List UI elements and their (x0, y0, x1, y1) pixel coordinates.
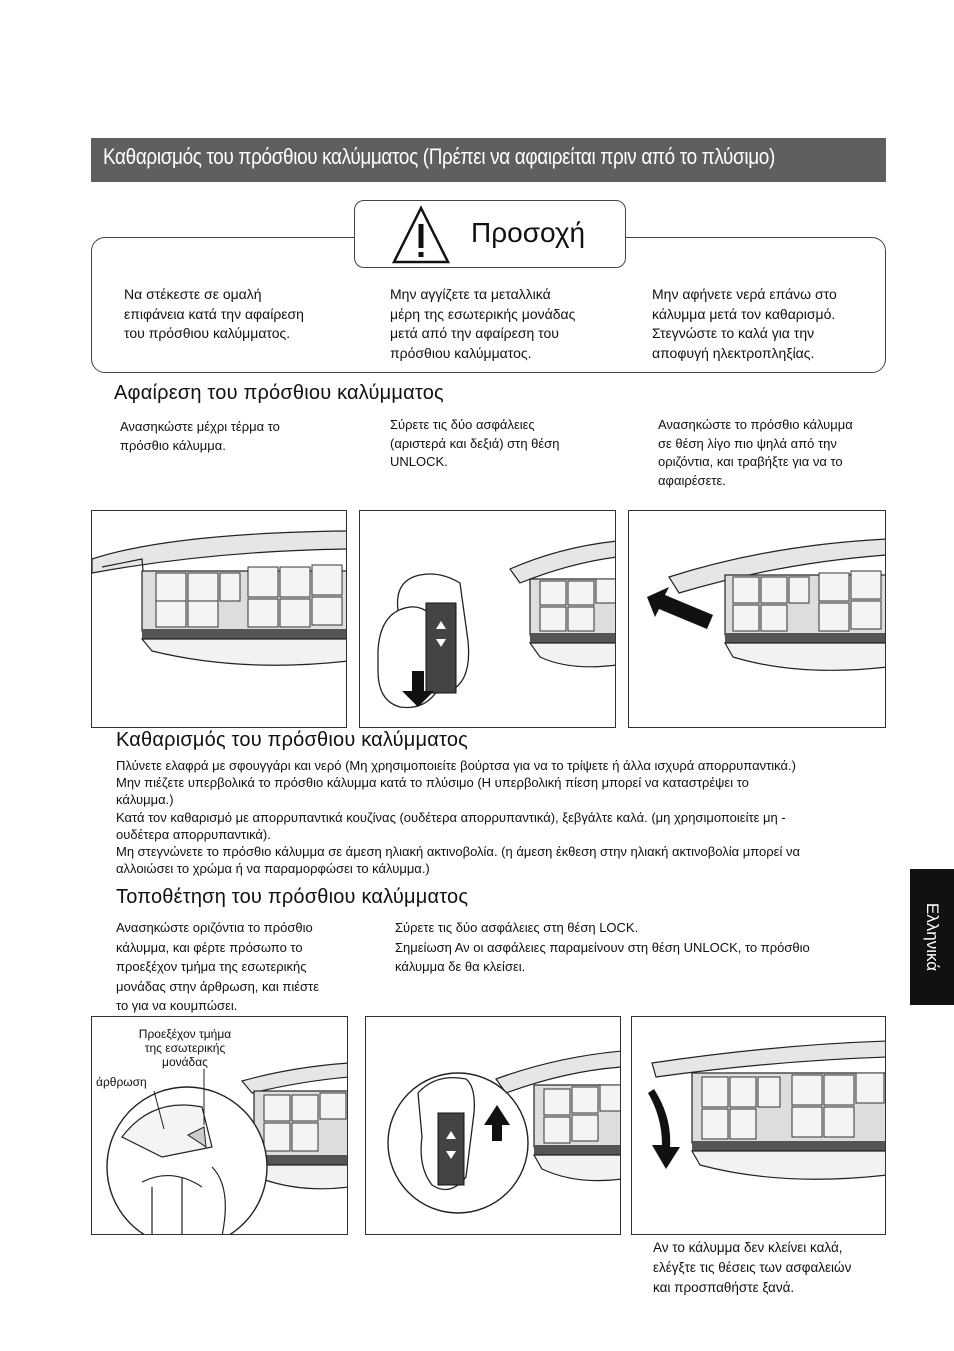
removal-step-1: Ανασηκώστε μέχρι τέρμα το πρόσθιο κάλυμμα. (120, 419, 280, 453)
install-heading: Τοποθέτηση του πρόσθιου καλύμματος (116, 886, 469, 908)
caution-item-1: Να στέκεστε σε ομαλή επιφάνεια κατά την αφαίρεση του πρόσθιου καλύμματος. (124, 286, 304, 341)
removal-step-2: Σύρετε τις δύο ασφάλειες (αριστερά και δεξιά) στη θέση UNLOCK. (390, 417, 560, 469)
caution-label: Προσοχή (471, 217, 586, 248)
page-title: Καθαρισμός του πρόσθιου καλύμματος (Πρέπει να αφαιρείται πριν από το πλύσιμο) (91, 138, 886, 182)
annotation-hinge: άρθρωση (96, 1075, 147, 1089)
language-tab (910, 869, 954, 1005)
cleaning-heading: Καθαρισμός του πρόσθιου καλύμματος (116, 729, 468, 751)
cleaning-line-3: Κατά τον καθαρισμό με απορρυπαντικά κουζίνας (ουδέτερα απορρυπαντικά), ξεβγάλτε καλά. (μη χρησιμοποιείτε μη - ουδέτερα απορρυπαντικά). (116, 809, 786, 842)
caution-item-3: Μην αφήνετε νερά επάνω στο κάλυμμα μετά τον καθαρισμό. Στεγνώστε το καλά για την αποφυγή ηλεκτροπληξίας. (652, 286, 837, 361)
install-step-1: Ανασηκώστε οριζόντια το πρόσθιο κάλυμμα, και φέρτε πρόσωπο το προεξέχον τμήμα της εσωτερικής μονάδας στην άρθρωση, και πιέστε το για να κουμπώσει. (116, 920, 319, 1013)
illustration-install-2 (365, 1016, 621, 1235)
illustration-install-1 (91, 1016, 348, 1235)
install-note: Αν το κάλυμμα δεν κλείνει καλά, ελέγξτε τις θέσεις των ασφαλειών και προσπαθήστε ξανά. (653, 1240, 852, 1295)
illustration-removal-3 (628, 510, 886, 728)
removal-heading: Αφαίρεση του πρόσθιου καλύμματος (114, 382, 444, 404)
warning-triangle-icon (391, 205, 451, 265)
install-step-2: Σύρετε τις δύο ασφάλειες στη θέση LOCK. Σημείωση Αν οι ασφάλειες παραμείνουν στη θέση UNLOCK, το πρόσθιο κάλυμμα δε θα κλείσει. (395, 920, 810, 974)
caution-header (354, 200, 626, 268)
cleaning-line-1: Πλύνετε ελαφρά με σφουγγάρι και νερό (Μη χρησιμοποιείτε βούρτσα για να το τρίψετε ή άλλα ισχυρά απορρυπαντικά.) (116, 758, 796, 773)
illustration-install-3 (631, 1016, 886, 1235)
caution-item-2: Μην αγγίζετε τα μεταλλικά μέρη της εσωτερικής μονάδας μετά από την αφαίρεση του πρόσθιου καλύμματος. (390, 286, 576, 361)
cleaning-instructions (116, 757, 896, 877)
illustration-removal-1 (91, 510, 347, 728)
language-tab-label: Ελληνικά (923, 902, 942, 972)
annotation-protruding-part: Προεξέχον τμήμα της εσωτερικής μονάδας (138, 1027, 232, 1069)
removal-step-3: Ανασηκώστε το πρόσθιο κάλυμμα σε θέση λίγο πιο ψηλά από την οριζόντια, και τραβήξτε για να το αφαιρέσετε. (658, 417, 853, 488)
cleaning-line-2: Μην πιέζετε υπερβολικά το πρόσθιο κάλυμμα κατά το πλύσιμο (Η υπερβολική πίεση μπορεί να καταστρέψει το κάλυμμα.) (116, 775, 749, 808)
cleaning-line-4: Μη στεγνώνετε το πρόσθιο κάλυμμα σε άμεση ηλιακή ακτινοβολία. (η άμεση έκθεση στην ηλιακή ακτινοβολία μπορεί να αλλοιώσει το χρώμα ή να παραμορφώσει το κάλυμμα.) (116, 844, 800, 877)
illustration-removal-2 (359, 510, 616, 728)
